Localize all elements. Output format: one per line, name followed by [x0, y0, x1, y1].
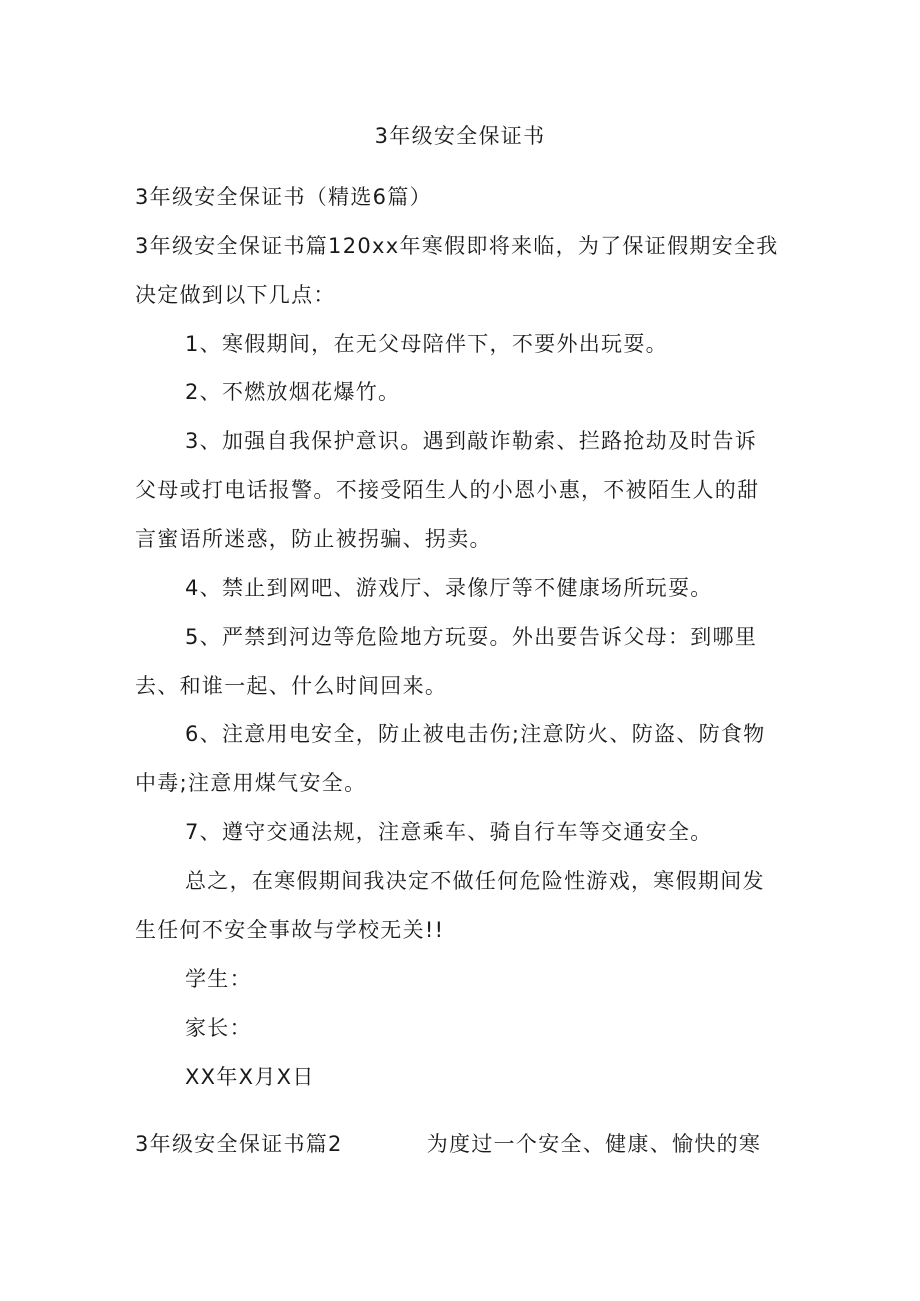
document-title: 3年级安全保证书	[374, 124, 546, 148]
article1-item5-line1: 5、严禁到河边等危险地方玩耍。外出要告诉父母：到哪里	[185, 625, 758, 649]
parent-signature-label: 家长：	[185, 1016, 252, 1040]
document-subtitle: 3年级安全保证书（精选6篇）	[135, 185, 432, 209]
article1-item3-line1: 3、加强自我保护意识。遇到敲诈勒索、拦路抢劫及时告诉	[185, 429, 758, 453]
article1-item2: 2、不燃放烟花爆竹。	[185, 380, 401, 404]
article1-item6-line1: 6、注意用电安全，防止被电击伤;注意防火、防盗、防食物	[185, 722, 766, 746]
article1-intro-line2: 决定做到以下几点：	[135, 283, 336, 307]
article2-first-line	[135, 1130, 795, 1158]
signature-date: XX年X月X日	[185, 1065, 315, 1089]
student-signature-label: 学生：	[185, 967, 252, 991]
article1-summary-line1: 总之，在寒假期间我决定不做任何危险性游戏，寒假期间发	[185, 869, 765, 893]
article1-item7: 7、遵守交通法规，注意乘车、骑自行车等交通安全。	[185, 820, 713, 844]
article2-text: 为度过一个安全、健康、愉快的寒	[426, 1132, 762, 1156]
article1-item3-line3: 言蜜语所迷惑，防止被拐骗、拐卖。	[135, 527, 492, 551]
article1-item1: 1、寒假期间，在无父母陪伴下，不要外出玩耍。	[185, 332, 668, 356]
article1-item6-line2: 中毒;注意用煤气安全。	[135, 771, 367, 795]
article1-item3-line2: 父母或打电话报警。不接受陌生人的小恩小惠，不被陌生人的甜	[135, 478, 760, 502]
article1-item4: 4、禁止到网吧、游戏厅、录像厅等不健康场所玩耍。	[185, 576, 713, 600]
article1-intro-line1: 3年级安全保证书篇120xx年寒假即将来临，为了保证假期安全我	[135, 234, 779, 258]
article1-summary-line2: 生任何不安全事故与学校无关!!	[135, 918, 445, 942]
article2-heading: 3年级安全保证书篇2	[135, 1132, 343, 1156]
article1-item5-line2: 去、和谁一起、什么时间回来。	[135, 674, 448, 698]
